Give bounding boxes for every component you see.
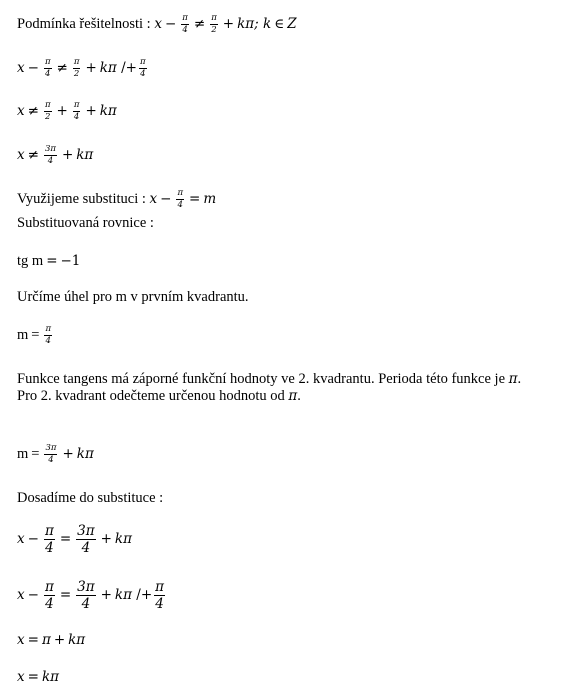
numerator: 3π bbox=[77, 523, 95, 539]
equation-line-3 bbox=[17, 101, 117, 122]
numerator: π bbox=[139, 57, 146, 67]
equation-line-4 bbox=[17, 145, 93, 166]
op-plus: + bbox=[85, 59, 97, 76]
var-m: m bbox=[17, 326, 29, 343]
var-m: m bbox=[203, 190, 217, 207]
fraction bbox=[44, 101, 52, 122]
term-kpi: kπ bbox=[99, 102, 117, 119]
op-plus: + bbox=[61, 146, 74, 163]
var-x: x bbox=[17, 531, 25, 548]
denominator: 2 bbox=[211, 24, 217, 35]
op-plus: + bbox=[100, 587, 112, 604]
fraction bbox=[44, 145, 57, 166]
var-x: x bbox=[17, 587, 25, 604]
numerator: π bbox=[155, 579, 165, 595]
op-minus: − bbox=[160, 190, 172, 207]
numerator: π bbox=[44, 579, 54, 595]
numerator: 3π bbox=[77, 579, 95, 595]
substitution-label: Využijeme substituci : bbox=[17, 190, 146, 207]
equation-line-2 bbox=[17, 58, 149, 79]
var-x: x bbox=[17, 632, 25, 648]
substituted-equation-label: Substituovaná rovnice : bbox=[17, 215, 154, 231]
op-neq: ≠ bbox=[27, 146, 39, 163]
op-plus: + bbox=[222, 15, 235, 32]
fraction bbox=[44, 580, 55, 611]
op-slash-plus: /+ bbox=[121, 59, 137, 76]
op-minus: − bbox=[27, 59, 39, 76]
term-kpi: kπ bbox=[114, 531, 132, 548]
fraction bbox=[44, 58, 52, 79]
substitution-math bbox=[149, 188, 217, 210]
op-in: ∈ bbox=[274, 15, 285, 32]
term-tg-m: tg m bbox=[17, 253, 44, 269]
numerator: π bbox=[73, 57, 80, 67]
var-x: x bbox=[17, 146, 25, 163]
term-kpi: kπ bbox=[114, 587, 132, 604]
var-k: k bbox=[263, 15, 272, 32]
denominator: 4 bbox=[45, 596, 54, 613]
fraction bbox=[44, 444, 57, 465]
m-solution bbox=[17, 444, 94, 465]
op-eq: = bbox=[59, 531, 72, 548]
note-text: Pro 2. kvadrant odečteme určenou hodnotu od bbox=[17, 388, 289, 404]
denominator: 4 bbox=[45, 68, 51, 79]
tangent-period-note bbox=[17, 372, 521, 387]
op-plus: + bbox=[85, 102, 97, 119]
denominator: 4 bbox=[45, 335, 51, 346]
term-kpi: kπ bbox=[99, 59, 117, 76]
set-z: Z bbox=[287, 15, 297, 32]
denominator: 4 bbox=[48, 454, 54, 465]
denominator: 4 bbox=[81, 540, 91, 557]
substitution-line bbox=[17, 189, 216, 210]
denominator: 4 bbox=[47, 155, 54, 166]
period-dot: . bbox=[297, 388, 301, 404]
equation-line-16 bbox=[17, 634, 85, 648]
var-x: x bbox=[17, 102, 25, 119]
var-x: x bbox=[154, 15, 162, 32]
fraction bbox=[154, 580, 165, 611]
period-dot: . bbox=[517, 371, 522, 387]
denominator: 4 bbox=[81, 596, 91, 613]
op-eq: = bbox=[27, 669, 39, 685]
denominator: 4 bbox=[177, 199, 183, 210]
term-kpi: kπ bbox=[76, 146, 94, 163]
numerator: π bbox=[44, 57, 51, 67]
symbol-pi: π bbox=[41, 632, 51, 648]
var-m: m bbox=[17, 445, 29, 462]
denominator: 4 bbox=[155, 596, 164, 613]
condition-line bbox=[17, 14, 297, 35]
op-plus: + bbox=[56, 102, 68, 119]
op-slash-plus: /+ bbox=[136, 587, 153, 604]
equation-line-14 bbox=[17, 524, 132, 555]
term-kpi: kπ bbox=[237, 15, 255, 32]
final-solution bbox=[17, 671, 59, 685]
denominator: 2 bbox=[73, 68, 80, 79]
symbol-pi: π bbox=[288, 388, 298, 404]
fraction bbox=[73, 58, 81, 79]
term-kpi: kπ bbox=[68, 632, 86, 648]
var-x: x bbox=[149, 190, 158, 207]
op-minus: − bbox=[164, 15, 177, 32]
op-plus: + bbox=[100, 531, 112, 548]
op-neq: ≠ bbox=[56, 59, 68, 76]
symbol-pi: π bbox=[508, 371, 518, 387]
op-eq: = bbox=[46, 253, 58, 269]
numerator: π bbox=[177, 188, 184, 198]
fraction bbox=[76, 580, 95, 611]
term-kpi: kπ bbox=[76, 445, 94, 462]
equation-line-15 bbox=[17, 580, 167, 611]
numerator: 3π bbox=[45, 443, 57, 453]
note-text: Funkce tangens má záporné funkční hodnoty ve 2. kvadrantu. Perioda této funkce je bbox=[17, 371, 509, 387]
op-eq: = bbox=[59, 587, 72, 604]
fraction bbox=[76, 524, 95, 555]
condition-math bbox=[154, 13, 297, 35]
op-plus: + bbox=[62, 445, 74, 462]
var-x: x bbox=[17, 669, 25, 685]
condition-label: Podmínka řešitelnosti : bbox=[17, 15, 151, 32]
denominator: 4 bbox=[45, 540, 54, 557]
fraction bbox=[44, 325, 52, 346]
op-eq: = bbox=[31, 445, 40, 462]
var-x: x bbox=[17, 59, 25, 76]
fraction bbox=[210, 14, 218, 35]
fraction bbox=[176, 189, 184, 210]
numerator: π bbox=[45, 324, 52, 334]
m-equals-pi-quarter bbox=[17, 325, 54, 346]
term-kpi: kπ bbox=[41, 669, 59, 685]
value-minus-one: −1 bbox=[60, 253, 81, 269]
op-eq: = bbox=[31, 326, 40, 343]
tangent-equation bbox=[17, 254, 80, 269]
denominator: 2 bbox=[45, 111, 51, 122]
numerator: π bbox=[211, 13, 217, 23]
numerator: π bbox=[44, 100, 51, 110]
numerator: π bbox=[44, 523, 54, 539]
fraction bbox=[139, 58, 147, 79]
op-neq: ≠ bbox=[27, 102, 39, 119]
first-quadrant-note: Určíme úhel pro m v prvním kvadrantu. bbox=[17, 289, 249, 305]
numerator: π bbox=[182, 13, 188, 23]
op-neq: ≠ bbox=[193, 15, 206, 32]
denominator: 4 bbox=[182, 24, 188, 35]
numerator: π bbox=[73, 100, 80, 110]
substitute-back-label: Dosadíme do substituce : bbox=[17, 490, 164, 506]
op-plus: + bbox=[53, 632, 66, 648]
op-minus: − bbox=[27, 587, 39, 604]
fraction bbox=[181, 14, 189, 35]
op-minus: − bbox=[27, 531, 39, 548]
fraction bbox=[44, 524, 55, 555]
op-eq: = bbox=[189, 190, 201, 207]
fraction bbox=[73, 101, 81, 122]
op-eq: = bbox=[27, 632, 39, 648]
denominator: 4 bbox=[73, 111, 80, 122]
second-quadrant-note bbox=[17, 389, 301, 404]
denominator: 4 bbox=[140, 68, 146, 79]
separator: ; bbox=[254, 15, 259, 32]
numerator: 3π bbox=[44, 144, 56, 154]
